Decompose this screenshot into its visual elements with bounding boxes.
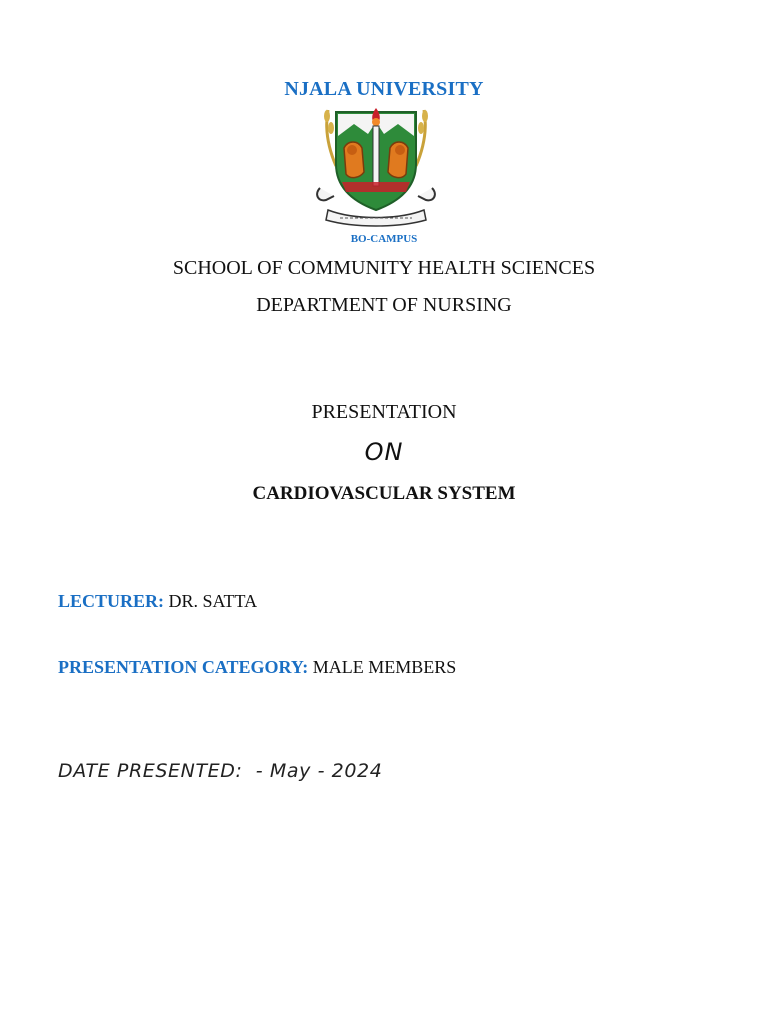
department-name: DEPARTMENT OF NURSING [256,294,512,316]
lecturer-value: DR. SATTA [168,591,258,611]
presentation-topic: CARDIOVASCULAR SYSTEM [252,483,516,504]
date-label: DATE PRESENTED: [58,760,243,782]
university-name: NJALA UNIVERSITY [284,78,484,100]
date-field [58,760,382,782]
presentation-heading: PRESENTATION [311,401,457,423]
category-value: MALE MEMBERS [312,657,457,677]
lecturer-field [58,591,257,612]
category-label: PRESENTATION CATEGORY: [58,657,309,677]
presentation-connector: ON [364,438,404,466]
date-value: - May - 2024 [255,760,383,782]
university-crest-icon [314,102,438,228]
category-field [58,657,456,678]
school-name: SCHOOL OF COMMUNITY HEALTH SCIENCES [172,257,596,279]
lecturer-label: LECTURER: [58,591,165,611]
campus-name: BO-CAMPUS [350,233,418,245]
